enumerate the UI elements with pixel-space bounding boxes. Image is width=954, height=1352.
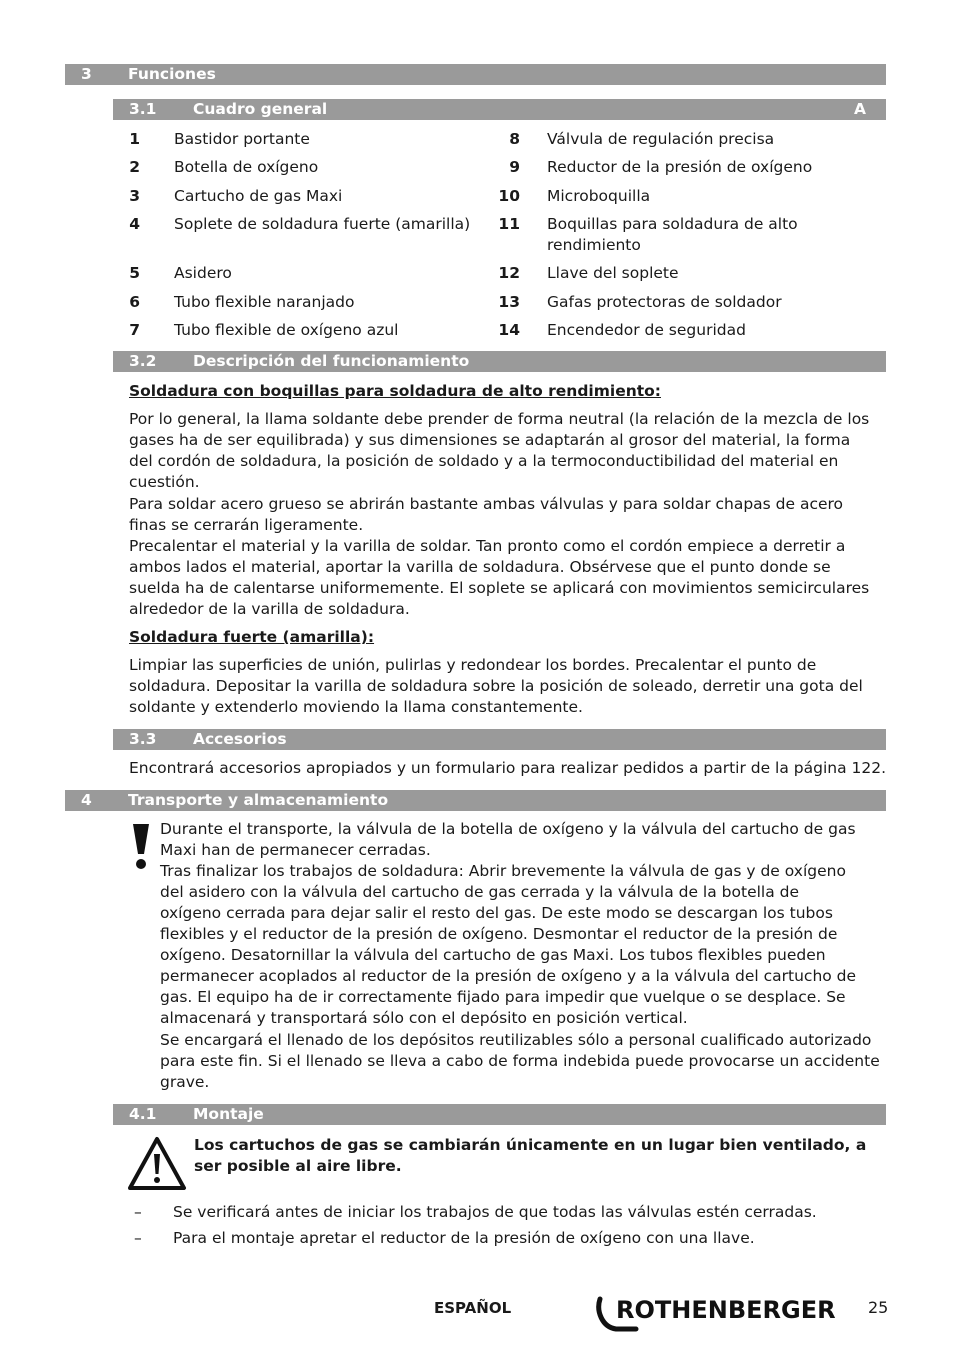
item-label: Gafas protectoras de soldador xyxy=(547,293,782,311)
item-number: 11 xyxy=(498,215,520,233)
subheading-high-performance-welding: Soldadura con boquillas para soldadura de alto rendimiento: xyxy=(129,382,661,400)
item-label: Botella de oxígeno xyxy=(174,158,319,176)
section-title: Funciones xyxy=(128,65,216,83)
section-bar-4-1 xyxy=(113,1104,886,1125)
item-number: 1 xyxy=(129,130,140,148)
item-number: 9 xyxy=(509,158,520,176)
list-dash: – xyxy=(134,1203,142,1221)
rothenberger-logo xyxy=(596,1293,836,1333)
section-number: 3.2 xyxy=(129,352,157,370)
paragraph: Precalentar el material y la varilla de soldar. Tan pronto como el cordón empiece a derretir a ambos lados el material, aportar la varilla de soldadura. Obsérvese que el punto donde se suelda ha de calentarse uniformemente. El soplete se aplicará con movimientos semicirculares alrededor de la varilla de soldadura. xyxy=(129,537,870,618)
section-title: Accesorios xyxy=(193,730,287,748)
paragraph: Se encargará el llenado de los depósitos reutilizables sólo a personal cualificado autorizado para este fin. Si el llenado se lleva a cabo de forma indebida puede provocarse un accidente grave. xyxy=(160,1031,880,1091)
paragraph: Por lo general, la llama soldante debe prender de forma neutral (la relación de la mezcla de los gases ha de ser equilibrada) y sus dimensiones se adaptarán al grosor del material, la forma del cordón de soldadura, la posición de soldado y a la termoconductibilidad del material en cuestión. xyxy=(129,410,870,491)
section-title: Cuadro general xyxy=(193,100,328,118)
item-number: 13 xyxy=(498,293,520,311)
list-item: Para el montaje apretar el reductor de la presión de oxígeno con una llave. xyxy=(173,1229,755,1247)
paragraph: Durante el transporte, la válvula de la botella de oxígeno y la válvula del cartucho de gas Maxi han de permanecer cerradas. xyxy=(160,820,856,859)
section-bar-3-2 xyxy=(113,351,886,372)
item-number: 8 xyxy=(509,130,520,148)
item-number: 2 xyxy=(129,158,140,176)
paragraph: Para soldar acero grueso se abrirán bastante ambas válvulas y para soldar chapas de acero finas se cerrarán ligeramente. xyxy=(129,495,844,534)
warning-text: Los cartuchos de gas se cambiarán únicamente en un lugar bien ventilado, a ser posible al aire libre. xyxy=(194,1136,867,1175)
item-label: Soplete de soldadura fuerte (amarilla) xyxy=(174,215,471,233)
section-number: 3.1 xyxy=(129,100,157,118)
paragraph: Limpiar las superficies de unión, pulirlas y redondear los bordes. Precalentar el punto de soldadura. Depositar la varilla de soldadura sobre la posición de soleado, derretir una gota del soldante y extenderlo moviendo la llama constantemente. xyxy=(129,656,863,716)
item-label: Cartucho de gas Maxi xyxy=(174,187,343,205)
list-dash: – xyxy=(134,1229,142,1247)
item-label: Boquillas para soldadura de alto rendimiento xyxy=(547,215,798,254)
item-number: 14 xyxy=(498,321,520,339)
warning-triangle-icon xyxy=(127,1136,187,1192)
section-bar-3 xyxy=(65,64,886,85)
item-number: 3 xyxy=(129,187,140,205)
section-number: 3 xyxy=(81,65,92,83)
item-label: Reductor de la presión de oxígeno xyxy=(547,158,813,176)
figure-reference: A xyxy=(854,100,866,118)
item-number: 5 xyxy=(129,264,140,282)
section-bar-3-3 xyxy=(113,729,886,750)
exclamation-icon xyxy=(129,822,153,872)
paragraph: Encontrará accesorios apropiados y un formulario para realizar pedidos a partir de la página 122. xyxy=(129,759,887,777)
section-title: Montaje xyxy=(193,1105,264,1123)
item-label: Llave del soplete xyxy=(547,264,679,282)
item-label: Válvula de regulación precisa xyxy=(547,130,775,148)
section-bar-3-1 xyxy=(113,99,886,120)
item-number: 12 xyxy=(498,264,520,282)
section-bar-4 xyxy=(65,790,886,811)
item-label: Microboquilla xyxy=(547,187,651,205)
brand-name: ROTHENBERGER xyxy=(616,1296,836,1324)
section-title: Transporte y almacenamiento xyxy=(128,791,389,809)
paragraph: Tras finalizar los trabajos de soldadura: Abrir brevemente la válvula de gas y de oxígeno del asidero con la válvula del cartucho de gas cerrada y la válvula de la botella de oxígeno cerrada para dejar salir el resto del gas. De este modo se descargan los tubos flexibles y el reductor de la presión de oxígeno. Desmontar el reductor de la presión de oxígeno. Desatornillar la válvula del cartucho de gas Maxi. Los tubos flexibles pueden permanecer acoplados al reductor de la presión de oxígeno y a la válvula del cartucho de gas. El equipo ha de ir correctamente fijado para impedir que vuelque o se desplace. Se almacenará y transportará sólo con el depósito en posición vertical. xyxy=(160,862,857,1027)
item-label: Asidero xyxy=(174,264,232,282)
section-number: 4.1 xyxy=(129,1105,157,1123)
item-label: Tubo flexible de oxígeno azul xyxy=(174,321,399,339)
item-label: Bastidor portante xyxy=(174,130,310,148)
subheading-brazing: Soldadura fuerte (amarilla): xyxy=(129,628,375,646)
item-number: 10 xyxy=(498,187,520,205)
list-item: Se verificará antes de iniciar los trabajos de que todas las válvulas estén cerradas. xyxy=(173,1203,817,1221)
item-label: Encendedor de seguridad xyxy=(547,321,746,339)
section-number: 3.3 xyxy=(129,730,157,748)
item-number: 6 xyxy=(129,293,140,311)
item-number: 4 xyxy=(129,215,140,233)
item-number: 7 xyxy=(129,321,140,339)
section-title: Descripción del funcionamiento xyxy=(193,352,470,370)
page-number: 25 xyxy=(868,1298,889,1317)
item-label: Tubo flexible naranjado xyxy=(174,293,355,311)
footer-language: ESPAÑOL xyxy=(434,1299,512,1317)
section-number: 4 xyxy=(81,791,92,809)
